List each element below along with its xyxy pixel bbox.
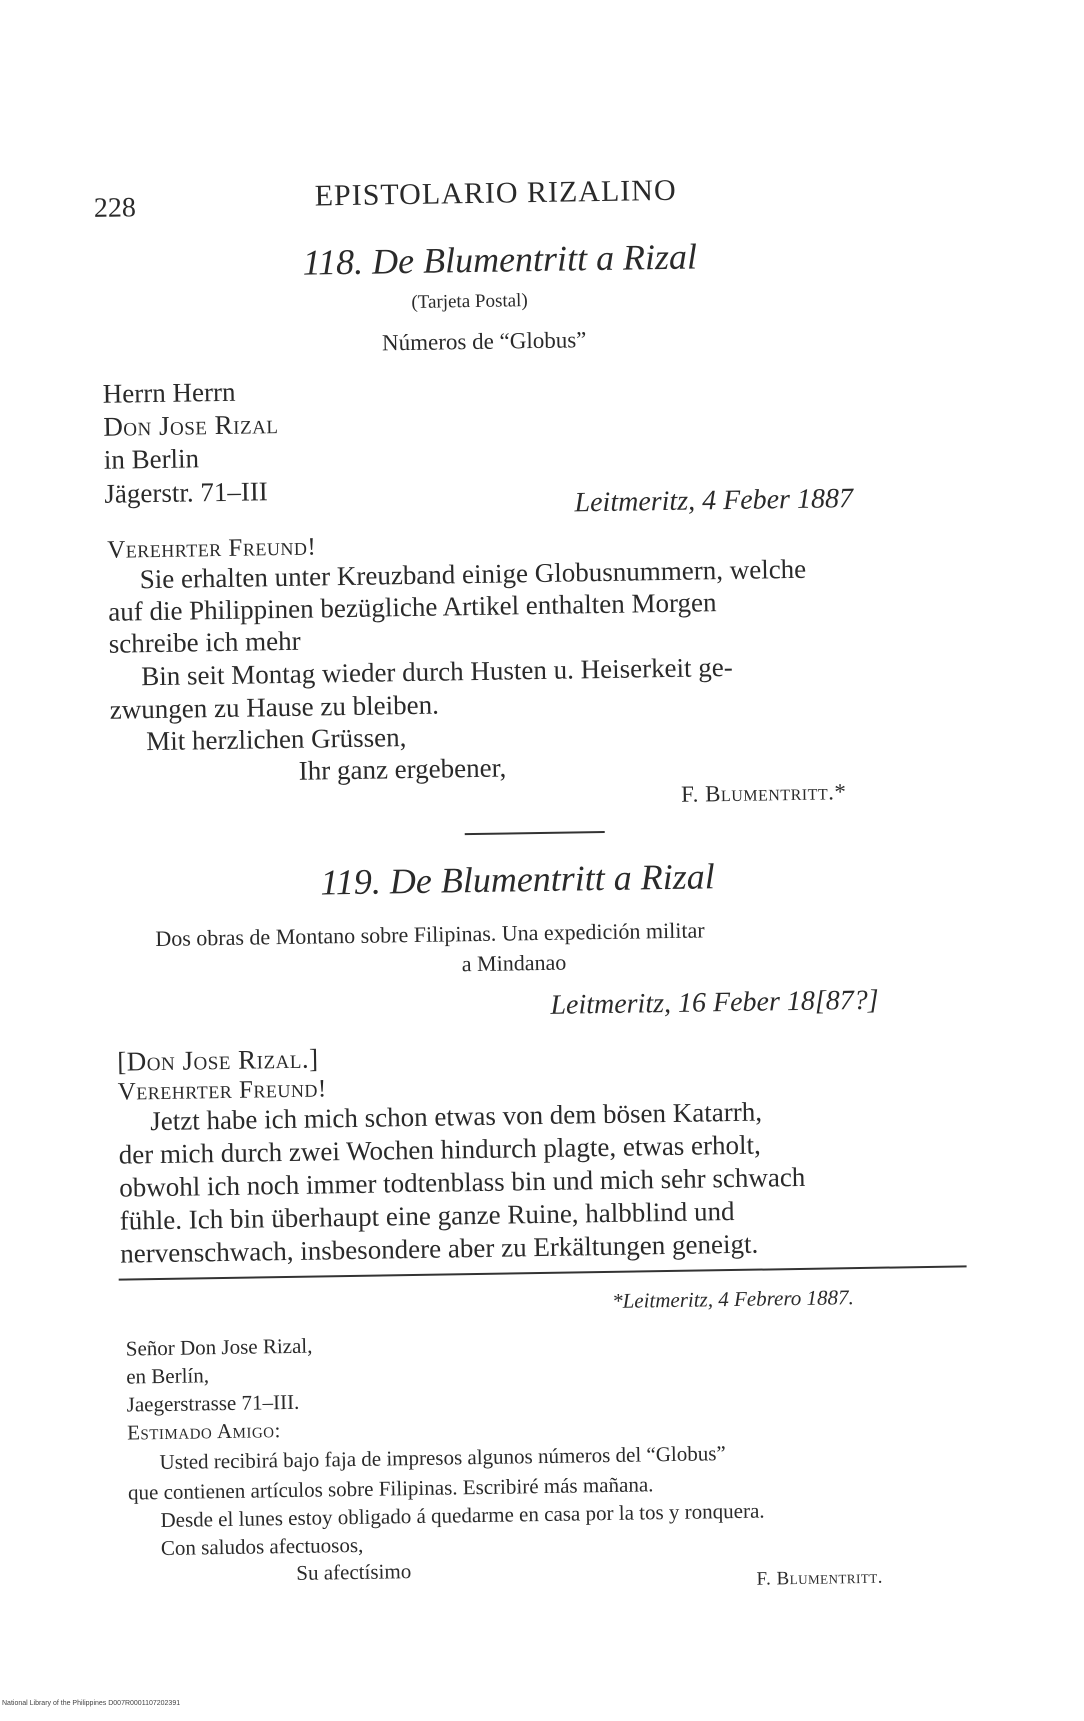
letter-119-title: 119. De Blumentritt a Rizal	[320, 856, 716, 903]
letter-119-subtitle: Dos obras de Montano sobre Filipinas. Una expedición militar	[155, 917, 705, 952]
footnote-signature: F. Blumentritt.	[756, 1566, 884, 1590]
footnote-line: en Berlín,	[126, 1363, 210, 1389]
letter-119-salutation: Verehrter Freund!	[117, 1075, 327, 1106]
running-head: EPISTOLARIO RIZALINO	[314, 173, 677, 213]
letter-118-body-line: schreibe ich mehr	[108, 625, 301, 659]
page-number: 228	[93, 192, 137, 224]
footnote-line: Señor Don Jose Rizal,	[125, 1333, 313, 1361]
letter-118-subtitle-topic: Números de “Globus”	[381, 327, 587, 356]
footnote-line: Desde el lunes estoy obligado á quedarme en casa por la tos y ronquera.	[160, 1498, 765, 1533]
letter-119-body-line: der mich durch zwei Wochen hindurch plagte, etwas erholt,	[118, 1129, 761, 1170]
letter-118-address-line: Don Jose Rizal	[103, 409, 279, 442]
letter-119-body-line: Jetzt habe ich mich schon etwas von dem bösen Katarrh,	[149, 1096, 763, 1137]
letter-119-body-line: obwohl ich noch immer todtenblass bin und mich sehr schwach	[119, 1161, 806, 1203]
letter-118-body-line: Mit herzlichen Grüssen,	[146, 722, 407, 757]
footnote-line: Su afectísimo	[296, 1559, 412, 1585]
letter-119-body-line: fühle. Ich bin überhaupt eine ganze Ruine, halbblind und	[119, 1195, 735, 1236]
letter-118-dateline: Leitmeritz, 4 Feber 1887	[574, 483, 854, 519]
letter-118-subtitle-postcard: (Tarjeta Postal)	[411, 290, 528, 313]
letter-118-body-line: auf die Philippinen bezügliche Artikel enthalten Morgen	[107, 587, 717, 627]
letter-118-signature: F. Blumentritt.*	[680, 779, 847, 807]
letter-119-dateline: Leitmeritz, 16 Feber 18[87?]	[550, 984, 879, 1021]
footnote-dateline: *Leitmeritz, 4 Febrero 1887.	[611, 1285, 854, 1313]
letter-118-body-line: Bin seit Montag wieder durch Husten u. Heiserkeit ge-	[140, 651, 733, 692]
footnote-line: Usted recibirá bajo faja de impresos algunos números del “Globus”	[159, 1441, 726, 1475]
letter-118-body-line: zwungen zu Hause zu bleiben.	[109, 689, 440, 725]
letter-118-salutation: Verehrter Freund!	[107, 533, 317, 564]
letter-118-address-line: Jägerstr. 71–III	[104, 476, 269, 509]
letter-118-body-line: Ihr ganz ergebener,	[298, 752, 507, 786]
letter-118-address-line: in Berlin	[103, 443, 200, 475]
letter-119-address: [Don Jose Rizal.]	[117, 1043, 319, 1077]
section-divider	[465, 831, 605, 835]
scan-credit: National Library of the Philippines D007R0001107202391	[2, 1700, 181, 1707]
letter-118-title: 118. De Blumentritt a Rizal	[302, 236, 698, 283]
letter-118-address-line: Herrn Herrn	[102, 376, 236, 409]
footnote-line: que contienen artículos sobre Filipinas. Escribiré más mañana.	[127, 1472, 654, 1505]
footnote-line: Jaegerstrasse 71–III.	[126, 1389, 300, 1417]
letter-119-subtitle: a Mindanao	[461, 949, 567, 977]
footnote-salutation: Estimado Amigo:	[126, 1418, 282, 1445]
footnote-line: Con saludos afectuosos,	[160, 1532, 364, 1561]
letter-119-body-line: nervenschwach, insbesondere aber zu Erkältungen geneigt.	[120, 1228, 759, 1269]
letter-118-body-line: Sie erhalten unter Kreuzband einige Globusnummern, welche	[139, 553, 807, 595]
